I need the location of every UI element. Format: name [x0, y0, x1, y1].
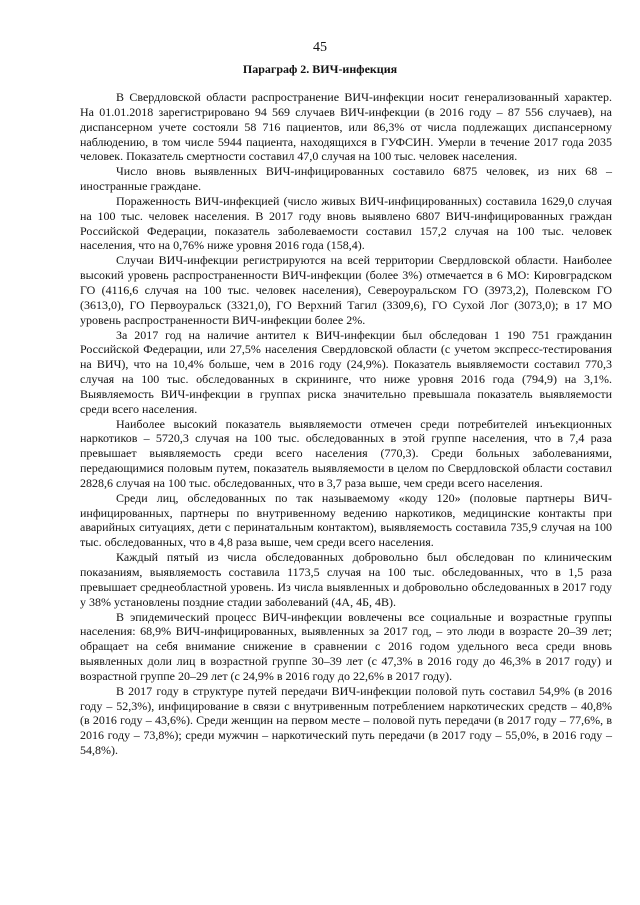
- paragraph: Пораженность ВИЧ-инфекцией (число живых ВИЧ-инфицированных) составила 1629,0 случая на 100 тыс. человек населения. В 2017 году вновь выявлено 6807 ВИЧ-инфицированных граждан Российской Федерации, показатель заболеваемости составил 157,2 случая на 100 тыс. человек населения, что на 0,76% ниже уровня 2016 года (158,4).: [80, 193, 612, 253]
- body-text: [80, 90, 612, 758]
- paragraph: Каждый пятый из числа обследованных добровольно был обследован по клиническим показаниям, выявляемость составила 1173,5 случая на 100 тыс. обследованных, что в 1,5 раза превышает среднеобластной уровень. Из числа выявленных и добровольно обследованных в 2017 году у 38% установлены поздние стадии заболеваний (4А, 4Б, 4В).: [80, 550, 612, 609]
- paragraph: За 2017 год на наличие антител к ВИЧ-инфекции был обследован 1 190 751 гражданин Российской Федерации, или 27,5% населения Свердловской области (с учетом экспресс-тестирования на ВИЧ), что на 10,4% больше, чем в 2016 году (24,9%). Показатель выявляемости составил 770,3 случая на 100 тыс. обследованных в скрининге, что ниже уровня 2016 года (794,9) на 3,1%. Выявляемость ВИЧ-инфекции в группах риска значительно превышала показатель выявляемости среди всего населения.: [80, 327, 612, 416]
- paragraph: Случаи ВИЧ-инфекции регистрируются на всей территории Свердловской области. Наиболее высокий уровень распространенности ВИЧ-инфекции (более 3%) отмечается в 6 МО: Кировградском ГО (4116,6 случая на 100 тыс. человек населения), Североуральском ГО (3973,2), Полевском ГО (3613,0), ГО Первоуральск (3321,0), ГО Верхний Тагил (3309,6), ГО Сухой Лог (3073,0); в 17 МО уровень распространенности ВИЧ-инфекции более 2%.: [80, 253, 612, 327]
- paragraph: Среди лиц, обследованных по так называемому «коду 120» (половые партнеры ВИЧ-инфицированных, партнеры по внутривенному ведению наркотиков, медицинские контакты при аварийных ситуациях, дети с перинатальным контактом), выявляемость составила 735,9 случая на 100 тыс. обследованных, что в 4,8 раза выше, чем среди всего населения.: [80, 490, 612, 550]
- paragraph: В Свердловской области распространение ВИЧ-инфекции носит генерализованный характер. На 01.01.2018 зарегистрировано 94 569 случаев ВИЧ-инфекции (в 2016 году – 87 556 случаев), на диспансерном учете состояли 58 716 пациентов, или 86,3% от числа подлежащих диспансерному наблюдению, в том числе 5944 пациента, находящихся в ГУФСИН. Умерли в течение 2017 года 2035 человек. Показатель смертности составил 47,0 случая на 100 тыс. человек населения.: [80, 90, 612, 164]
- paragraph: В эпидемический процесс ВИЧ-инфекции вовлечены все социальные и возрастные группы населения: 68,9% ВИЧ-инфицированных, выявленных за 2017 год, – это люди в возрасте 20–39 лет; обращает на себя внимание снижение в сравнении с 2016 годом удельного веса среди вновь выявленных доли лиц в возрастной группе 30–39 лет (с 47,3% в 2016 году до 46,3% в 2017 году) и возрастной группе 20–29 лет (с 24,9% в 2016 году до 22,6% в 2017 году).: [80, 609, 612, 683]
- page-number: 45: [313, 40, 327, 55]
- paragraph: В 2017 году в структуре путей передачи ВИЧ-инфекции половой путь составил 54,9% (в 2016 году – 52,3%), инфицирование в связи с внутривенным потреблением наркотических средств – 40,8% (в 2016 году – 43,6%). Среди женщин на первом месте – половой путь передачи (в 2017 году – 77,6%, в 2016 году – 73,8%); среди мужчин – наркотический путь передачи (в 2017 году – 55,0%, в 2016 году – 54,8%).: [80, 683, 612, 758]
- section-heading: Параграф 2. ВИЧ-инфекция: [242, 62, 398, 76]
- paragraph: Число вновь выявленных ВИЧ-инфицированных составило 6875 человек, из них 68 – иностранные граждане.: [80, 164, 612, 194]
- paragraph: Наиболее высокий показатель выявляемости отмечен среди потребителей инъекционных наркотиков – 5720,3 случая на 100 тыс. обследованных в этой группе населения, что в 7,4 раза превышает выявляемость среди всего населения (770,3). Среди больных заболеваниями, передающимися половым путем, показатель выявляемости в целом по Свердловской области составил 2828,6 случая на 100 тыс. обследованных, что в 3,7 раза выше, чем среди всего населения.: [80, 416, 612, 490]
